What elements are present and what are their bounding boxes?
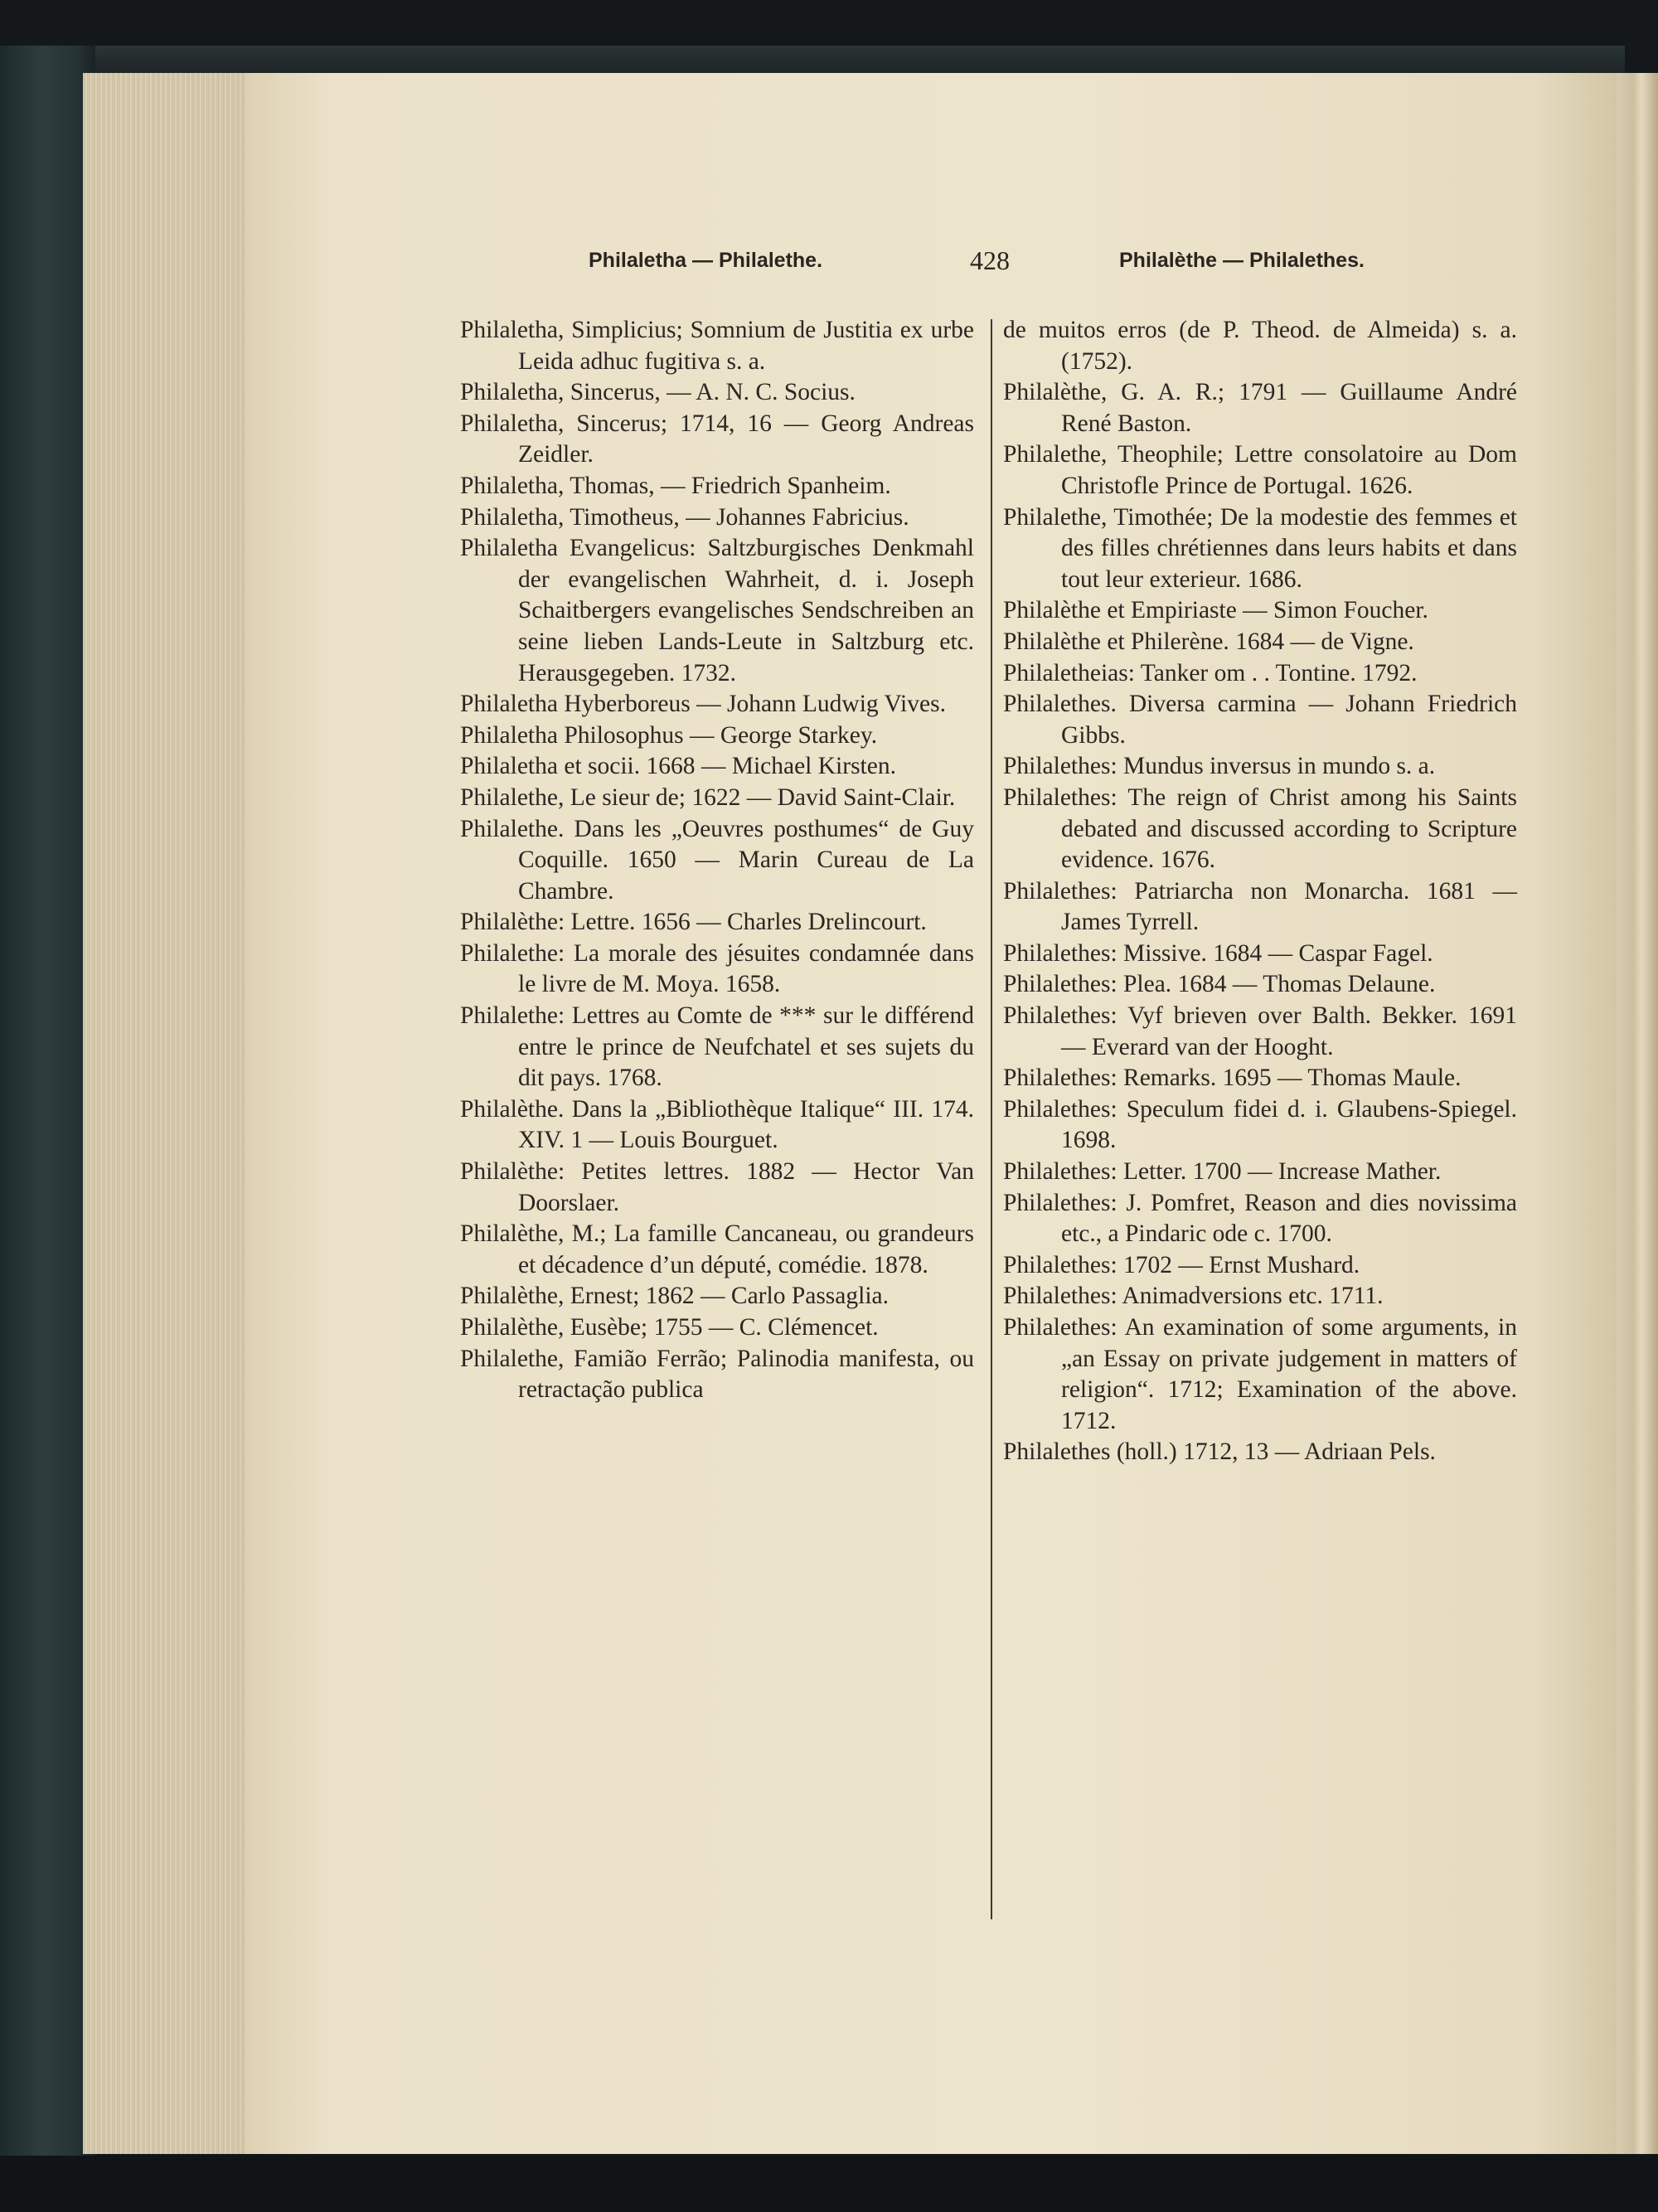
column-divider xyxy=(991,319,992,1919)
catalog-entry: Philalethes: J. Pomfret, Reason and dies novissima etc., a Pindaric ode c. 1700. xyxy=(1003,1189,1517,1248)
catalog-entry: Philaletha Evangelicus: Saltzburgisches Denkmahl der evangelischen Wahrheit, d. i. Joseph Schaitbergers evangelisches Sendschreiben an seine lieben Lands-Leute in Saltzburg etc. Herausgegeben. 1732. xyxy=(460,535,974,686)
catalog-entry: Philalethe, Timothée; De la modestie des femmes et des filles chrétiennes dans leurs habits et dans tout leur exterieur. 1686. xyxy=(1003,503,1517,593)
catalog-entry: Philalèthe: Petites lettres. 1882 — Hector Van Doorslaer. xyxy=(460,1158,974,1216)
background-table xyxy=(0,2156,1658,2212)
catalog-entry: Philalèthe, M.; La famille Cancaneau, ou grandeurs et décadence d’un député, comédie. 1878. xyxy=(460,1220,974,1278)
catalog-entry: Philalethe: Lettres au Comte de *** sur le différend entre le prince de Neufchatel et ses sujets du dit pays. 1768. xyxy=(460,1002,974,1092)
header-left: Philaletha — Philalethe. xyxy=(589,249,823,272)
catalog-entry: Philalethes: Remarks. 1695 — Thomas Maule. xyxy=(1003,1065,1462,1092)
catalog-entry: Philalèthe, Eusèbe; 1755 — C. Clémencet. xyxy=(460,1314,879,1341)
catalog-entry: Philaletha, Thomas, — Friedrich Spanheim. xyxy=(460,472,891,499)
catalog-entry: Philalethe, Theophile; Lettre consolatoire au Dom Christofle Prince de Portugal. 1626. xyxy=(1003,441,1517,499)
catalog-entry: Philalethes: Vyf brieven over Balth. Bekker. 1691 — Everard van der Hooght. xyxy=(1003,1002,1517,1060)
running-header xyxy=(464,245,1409,282)
catalog-entry: Philalethe. Dans les „Oeuvres posthumes“ de Guy Coquille. 1650 — Marin Cureau de La Chambre. xyxy=(460,815,974,905)
catalog-entry: Philaletha Philosophus — George Starkey. xyxy=(460,721,878,749)
catalog-entry: Philalethes. Diversa carmina — Johann Friedrich Gibbs. xyxy=(1003,691,1517,749)
catalog-entry: Philaletha, Timotheus, — Johannes Fabricius. xyxy=(460,503,909,531)
page-number: 428 xyxy=(970,245,1010,275)
catalog-entry: Philaletha, Sincerus; 1714, 16 — Georg Andreas Zeidler. xyxy=(460,410,974,468)
catalog-entry: Philalethes (holl.) 1712, 13 — Adriaan Pels. xyxy=(1003,1438,1436,1466)
catalog-entry: Philalethe: La morale des jésuites condamnée dans le livre de M. Moya. 1658. xyxy=(460,939,974,998)
catalog-entry: Philalethe, Le sieur de; 1622 — David Saint-Clair. xyxy=(460,783,956,811)
book-cover-spine xyxy=(0,46,95,2156)
catalog-entry: Philalethe, Famião Ferrão; Palinodia manifesta, ou retractação publica xyxy=(460,1345,974,1404)
catalog-entry: Philaletheias: Tanker om . . Tontine. 1792. xyxy=(1003,659,1418,686)
catalog-entry: Philaletha et socii. 1668 — Michael Kirsten. xyxy=(460,753,896,780)
catalog-entry: Philaletha, Simplicius; Somnium de Justitia ex urbe Leida adhuc fugitiva s. a. xyxy=(460,317,974,375)
catalog-entry: Philalèthe, G. A. R.; 1791 — Guillaume André René Baston. xyxy=(1003,379,1517,437)
catalog-entry: Philalethes: Patriarcha non Monarcha. 1681 — James Tyrrell. xyxy=(1003,877,1517,936)
catalog-entry: Philalethes: 1702 — Ernst Mushard. xyxy=(1003,1251,1360,1278)
catalog-entry: Philalèthe. Dans la „Bibliothèque Italique“ III. 174. XIV. 1 — Louis Bourguet. xyxy=(460,1095,974,1154)
catalog-entry: Philalethes: An examination of some arguments, in „an Essay on private judgement in matters of religion“. 1712; Examination of the above. 1712. xyxy=(1003,1314,1517,1434)
catalog-entry: Philalethes: Animadversions etc. 1711. xyxy=(1003,1283,1384,1310)
catalog-entry: Philalethes: Speculum fidei d. i. Glaubens-Spiegel. 1698. xyxy=(1003,1095,1517,1154)
header-right: Philalèthe — Philalethes. xyxy=(1119,249,1365,272)
catalog-entry: Philalèthe et Empiriaste — Simon Foucher. xyxy=(1003,597,1428,624)
catalog-entry: Philalethes: Missive. 1684 — Caspar Fagel. xyxy=(1003,939,1433,967)
catalog-entry: de muitos erros (de P. Theod. de Almeida) s. a. (1752). xyxy=(1003,317,1517,375)
catalog-entry: Philalethes: Mundus inversus in mundo s. a. xyxy=(1003,753,1436,780)
catalog-entry: Philalethes: Letter. 1700 — Increase Mather. xyxy=(1003,1158,1442,1186)
catalog-entry: Philalèthe, Ernest; 1862 — Carlo Passaglia. xyxy=(460,1283,889,1310)
catalog-entry: Philalethes: Plea. 1684 — Thomas Delaune. xyxy=(1003,971,1436,998)
catalog-entry: Philalèthe: Lettre. 1656 — Charles Drelincourt. xyxy=(460,909,927,936)
catalog-entry: Philaletha, Sincerus, — A. N. C. Socius. xyxy=(460,379,856,406)
catalog-entry: Philalethes: The reign of Christ among his Saints debated and discussed according to Scripture evidence. 1676. xyxy=(1003,783,1517,874)
book-gutter xyxy=(1617,73,1658,2154)
catalog-entry: Philalèthe et Philerène. 1684 — de Vigne. xyxy=(1003,628,1414,655)
left-column xyxy=(460,315,974,1406)
right-column xyxy=(1003,315,1517,1468)
catalog-entry: Philaletha Hyberboreus — Johann Ludwig Vives. xyxy=(460,691,946,718)
page-edges xyxy=(83,73,250,2154)
